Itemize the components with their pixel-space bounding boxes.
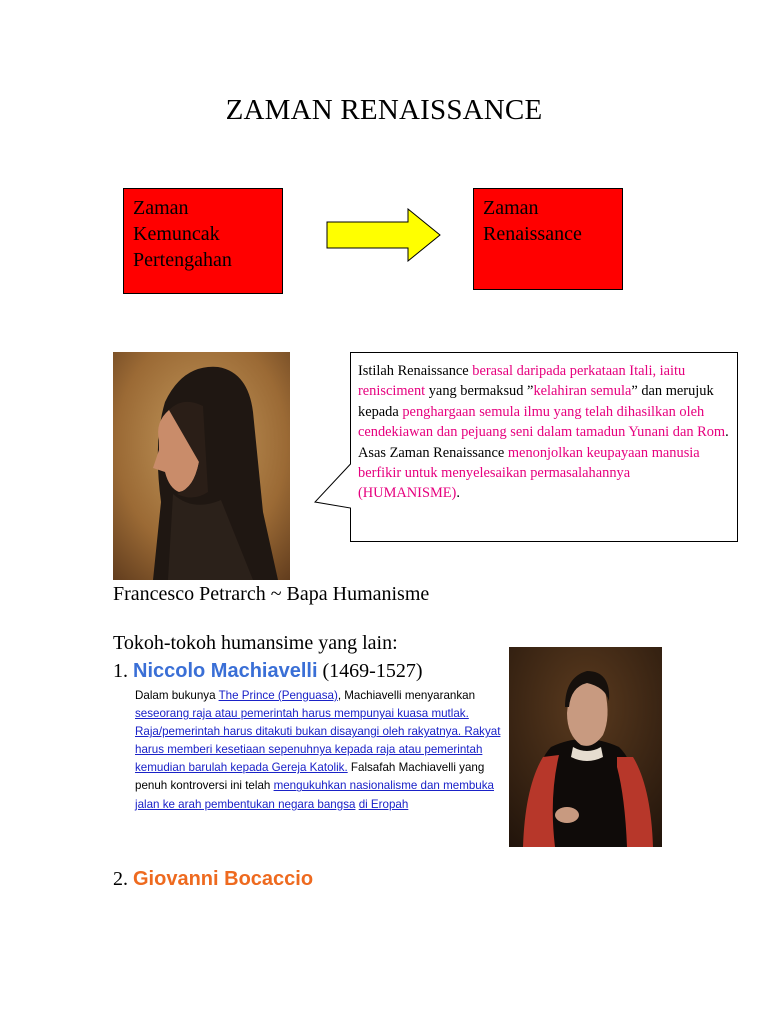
callout-highlight-text: kelahiran semula xyxy=(533,383,632,400)
arrow-right-icon xyxy=(326,208,442,262)
figure-years: (1469-1527) xyxy=(317,660,423,682)
figure-name[interactable]: Niccolo Machiavelli xyxy=(133,660,318,682)
figure-name[interactable]: Giovanni Bocaccio xyxy=(133,868,314,890)
figure-heading-machiavelli xyxy=(113,660,423,683)
callout-plain-text: . Asas Zaman Renaissance xyxy=(358,424,729,461)
era-box-line: Pertengahan xyxy=(133,249,232,271)
desc-text: , Machiavelli menyarankan xyxy=(337,689,476,702)
figure-heading-bocaccio xyxy=(113,868,313,891)
callout-plain-text: yang bermaksud ” xyxy=(425,383,534,400)
list-number: 2. xyxy=(113,868,128,890)
renaissance-definition-text xyxy=(358,361,730,504)
the-prince-link[interactable]: The Prince (Penguasa) xyxy=(218,689,338,702)
page-title: ZAMAN RENAISSANCE xyxy=(225,94,543,126)
callout-highlight-text: menonjolkan keupayaan manusia berfikir untuk menyelesaikan permasalahannya (HUMANISME) xyxy=(358,444,700,502)
callout-highlight-text: berasal daripada perkataan Itali, iaitu renisciment xyxy=(358,363,686,400)
absolute-power-link[interactable]: seseorang raja atau pemerintah harus mempunyai kuasa mutlak. Raja/pemerintah harus ditakuti bukan disayangi oleh rakyatnya. Rakyat harus memberi kesetiaan sepenuhnya kepada raja atau pemerintah kemudian barulah kepada Gereja Katolik. xyxy=(135,707,501,775)
europe-link[interactable]: di Eropah xyxy=(358,797,409,811)
era-box-line: Zaman xyxy=(483,197,539,219)
list-number: 1. xyxy=(113,660,128,682)
era-box-medieval xyxy=(123,188,283,294)
machiavelli-description xyxy=(135,687,505,814)
others-heading: Tokoh-tokoh humansime yang lain: xyxy=(113,632,398,654)
petrarch-portrait-image xyxy=(113,352,290,580)
era-box-renaissance xyxy=(473,188,623,290)
nationalism-link[interactable]: mengukuhkan nasionalisme dan membuka jalan ke arah pembentukan negara bangsa xyxy=(135,779,494,811)
era-box-line: Kemuncak xyxy=(133,223,220,245)
machiavelli-portrait-image xyxy=(509,647,662,847)
desc-text: Dalam bukunya xyxy=(135,689,219,702)
era-box-line: Zaman xyxy=(133,197,189,219)
petrarch-caption: Francesco Petrarch ~ Bapa Humanisme xyxy=(113,583,430,605)
callout-plain-text: Istilah Renaissance xyxy=(358,363,473,379)
desc-text: Falsafah Machiavelli yang penuh kontroversi ini telah xyxy=(135,761,485,793)
callout-highlight-text: penghargaan semula ilmu yang telah dihasilkan oleh cendekiawan dan pejuang seni dalam tamadun Yunani dan Rom xyxy=(358,403,726,441)
callout-plain-text: . xyxy=(456,485,460,502)
era-box-line: Renaissance xyxy=(483,223,582,245)
callout-plain-text: ” dan merujuk kepada xyxy=(358,383,714,420)
